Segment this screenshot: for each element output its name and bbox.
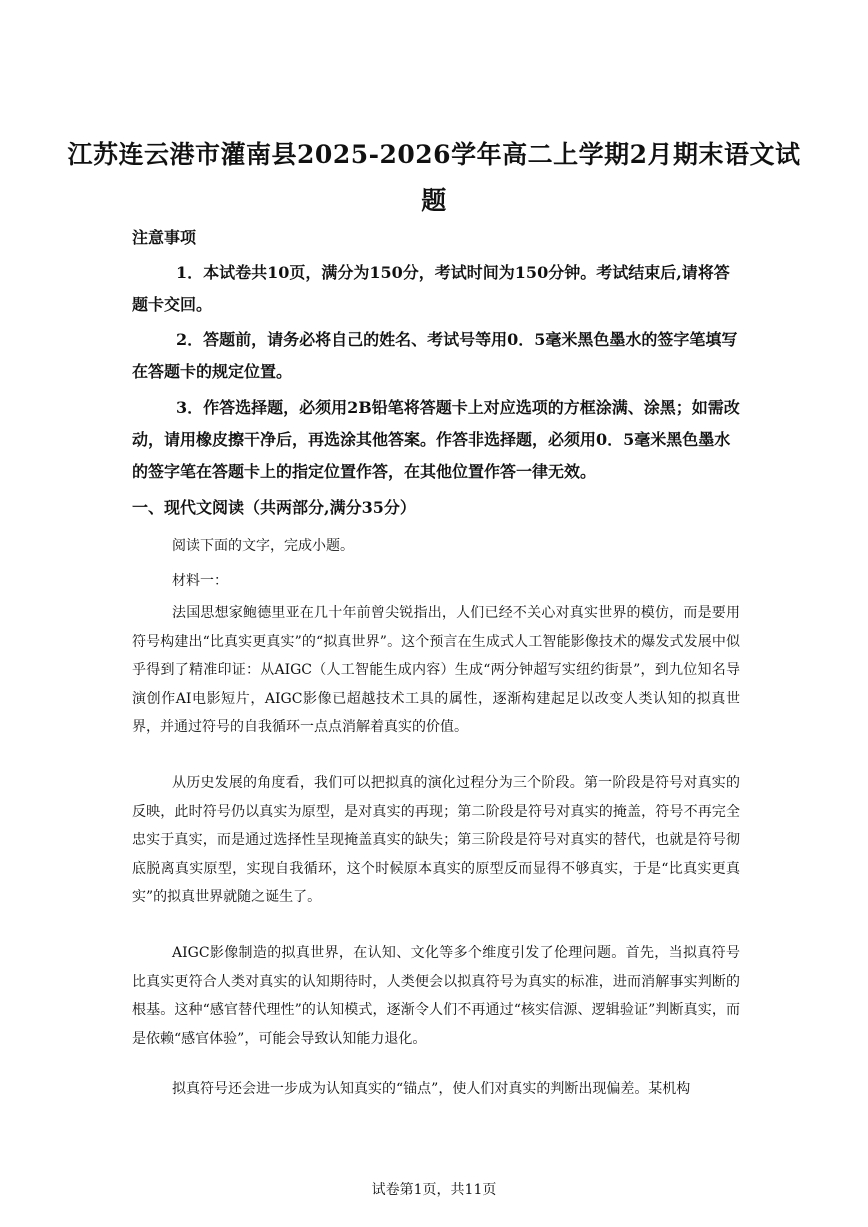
notice-item: 2．答题前，请务必将自己的姓名、考试号等用0．5毫米黑色墨水的签字笔填写在答题卡的规定位置。: [132, 330, 738, 381]
passage-paragraph: 从历史发展的角度看，我们可以把拟真的演化过程分为三个阶段。第一阶段是符号对真实的反映，此时符号仍以真实为原型，是对真实的再现；第二阶段是符号对真实的掩盖，符号不再完全忠实于真实，而是通过选择性呈现掩盖真实的缺失；第三阶段是符号对真实的替代，也就是符号彻底脱离真实原型，实现自我循环，这个时候原本真实的原型反而显得不够真实，于是“比真实更真实”的拟真世界就随之诞生了。: [132, 775, 740, 906]
passage-paragraph: 法国思想家鲍德里亚在几十年前曾尖锐指出，人们已经不关心对真实世界的模仿，而是要用符号构建出“比真实更真实”的“拟真世界”。这个预言在生成式人工智能影像技术的爆发式发展中似乎得到了精准印证：从AIGC（人工智能生成内容）生成“两分钟超写实纽约街景”，到九位知名导演创作AI电影短片，AIGC影像已超越技术工具的属性，逐渐构建起足以改变人类认知的拟真世界，并通过符号的自我循环一点点消解着真实的价值。: [132, 605, 740, 736]
passage-paragraph: AIGC影像制造的拟真世界，在认知、文化等多个维度引发了伦理问题。首先，当拟真符号比真实更符合人类对真实的认知期待时，人类便会以拟真符号为真实的标准，进而消解事实判断的根基。这种“感官替代理性”的认知模式，逐渐令人们不再通过“核实信源、逻辑验证”判断真实，而是依赖“感官体验”，可能会导致认知能力退化。: [132, 945, 740, 1047]
reading-instruction: 阅读下面的文字，完成小题。: [172, 538, 354, 554]
page-footer: 试卷第1页，共11页: [371, 1182, 497, 1198]
page-title: 江苏连云港市灌南县2025-2026学年高二上学期2月期末语文试题: [67, 140, 801, 215]
notice-item: 3．作答选择题，必须用2B铅笔将答题卡上对应选项的方框涂满、涂黑；如需改动，请用橡皮擦干净后，再选涂其他答案。作答非选择题，必须用0．5毫米黑色墨水的签字笔在答题卡上的指定位置作答，在其他位置作答一律无效。: [132, 398, 740, 481]
passage-paragraph: 拟真符号还会进一步成为认知真实的“锚点”，使人们对真实的判断出现偏差。某机构: [172, 1081, 691, 1097]
notice-heading: 注意事项: [132, 228, 197, 247]
section-heading: 一、现代文阅读（共两部分,满分35分）: [132, 498, 416, 517]
notice-item: 1．本试卷共10页，满分为150分，考试时间为150分钟。考试结束后,请将答题卡交回。: [132, 263, 730, 314]
material-label: 材料一：: [172, 573, 228, 589]
